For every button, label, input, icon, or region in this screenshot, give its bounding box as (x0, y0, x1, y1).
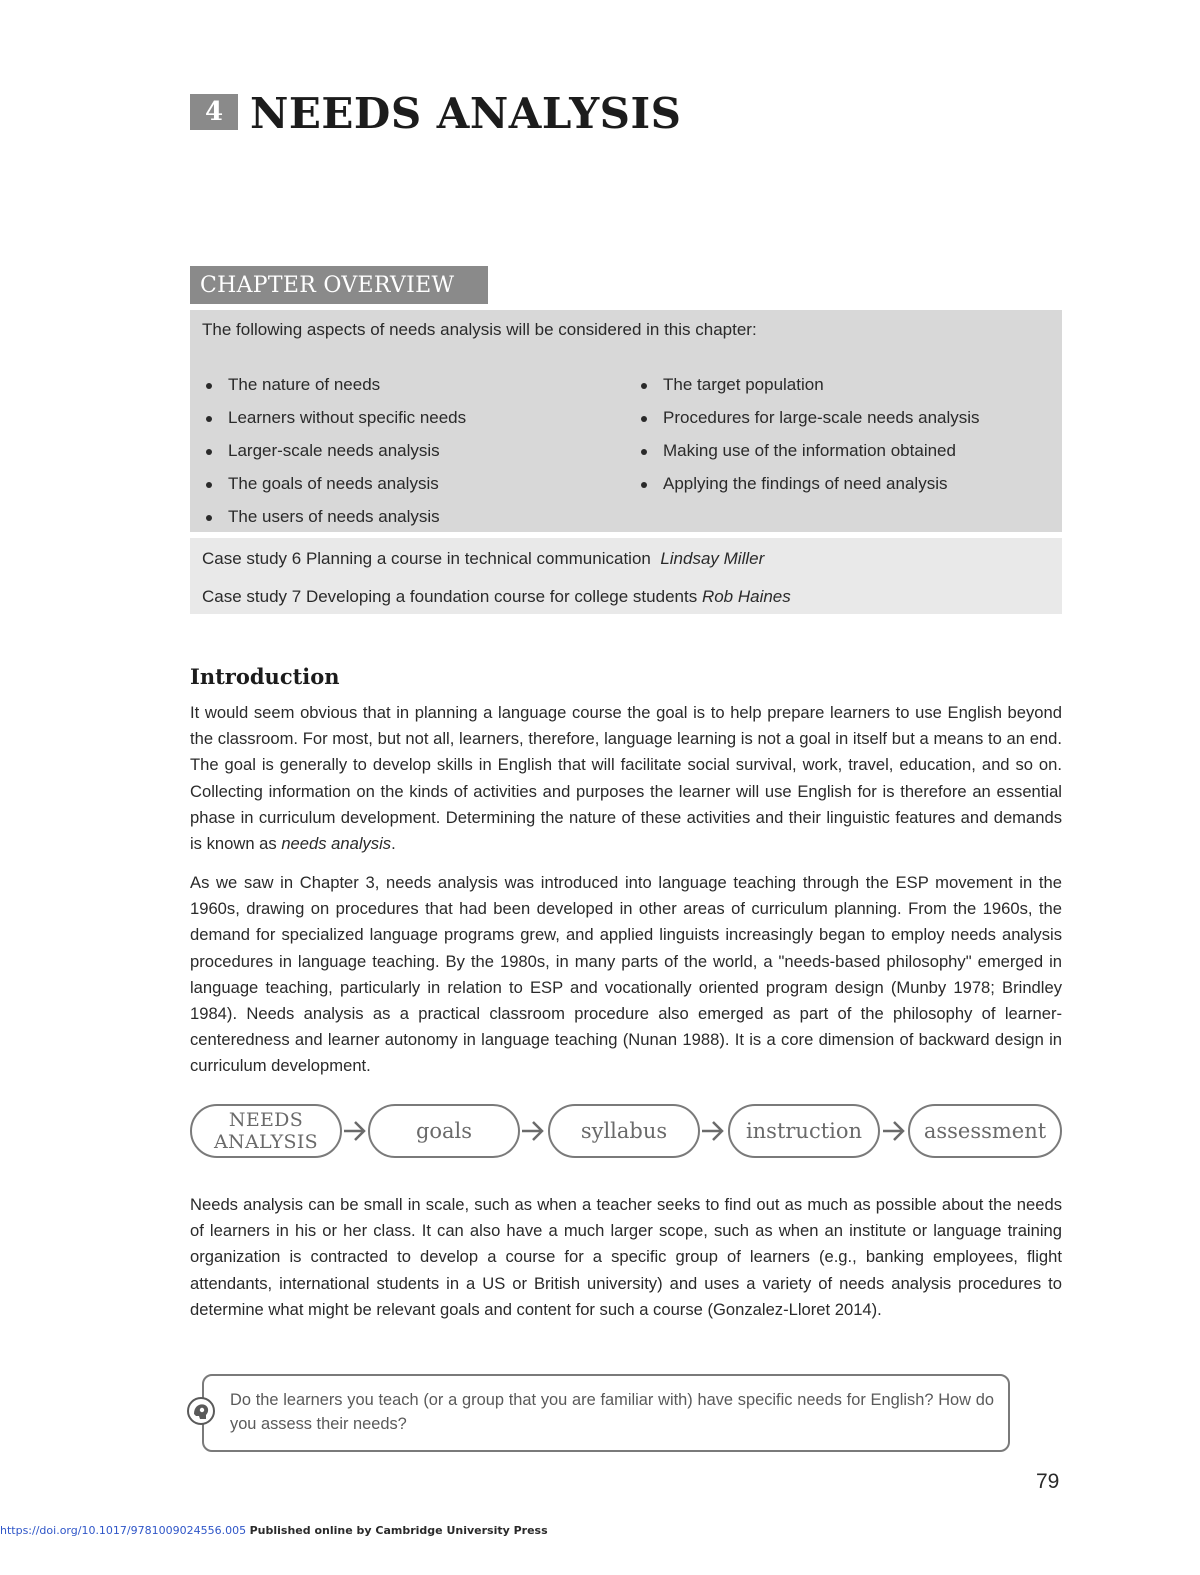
overview-item: Larger-scale needs analysis (202, 439, 466, 472)
flow-node-instruction: instruction (728, 1104, 880, 1158)
intro-paragraph-1 (190, 700, 1062, 857)
case-study-title: Case study 7 Developing a foundation course for college students (202, 587, 698, 606)
flow-node-label: NEEDS (228, 1109, 304, 1131)
introduction-heading: Introduction (190, 664, 340, 689)
overview-item: The users of needs analysis (202, 505, 466, 538)
reflection-question: Do the learners you teach (or a group that you are familiar with) have specific needs for English? How do you assess their needs? (230, 1391, 994, 1433)
flow-node-label: ANALYSIS (214, 1131, 318, 1153)
chapter-title: NEEDS ANALYSIS (250, 89, 682, 138)
term-needs-analysis: needs analysis (281, 834, 392, 854)
flow-node-needs-analysis (190, 1104, 342, 1158)
overview-list-right (637, 373, 980, 505)
arrow-right-icon (521, 1118, 545, 1144)
overview-item: Making use of the information obtained (637, 439, 980, 472)
case-study-6 (202, 549, 764, 569)
page-number: 79 (1036, 1470, 1060, 1493)
overview-intro: The following aspects of needs analysis will be considered in this chapter: (202, 320, 757, 339)
arrow-right-icon (701, 1118, 725, 1144)
arrow-right-icon (343, 1118, 367, 1144)
case-study-7 (202, 587, 791, 607)
flow-node-assessment: assessment (908, 1104, 1062, 1158)
flow-node-goals: goals (368, 1104, 520, 1158)
publisher-note: Published online by Cambridge University Press (249, 1524, 548, 1537)
intro-paragraph-3: Needs analysis can be small in scale, such as when a teacher seeks to find out as much as possible about the needs of learners in his or her class. It can also have a much larger scope, such as when an institute or language training organization is contracted to develop a course for a specific group of learners (e.g., banking employees, flight attendants, international students in a US or British university) and uses a variety of needs analysis procedures to determine what might be relevant goals and content for such a course (Gonzalez-Lloret 2014). (190, 1195, 1062, 1319)
arrow-right-icon (882, 1118, 906, 1144)
case-study-author: Lindsay Miller (660, 549, 765, 568)
overview-item: The target population (637, 373, 980, 406)
overview-item: Learners without specific needs (202, 406, 466, 439)
overview-list-left (202, 373, 466, 538)
paragraph-text: It would seem obvious that in planning a language course the goal is to help prepare learners to use English beyond the classroom. For most, but not all, learners, therefore, language learning is not a goal in itself but a means to an end. The goal is generally to develop skills in English that will facilitate social survival, work, travel, education, and so on. Collecting information on the kinds of activities and purposes the learner will use English for is therefore an essential phase in curriculum development. Determining the nature of these activities and their linguistic features and demands is known as (190, 703, 1062, 854)
overview-item: The goals of needs analysis (202, 472, 466, 505)
overview-item: Procedures for large-scale needs analysis (637, 406, 980, 439)
overview-item: Applying the findings of need analysis (637, 472, 980, 505)
case-study-title: Case study 6 Planning a course in technical communication (202, 549, 651, 568)
doi-link[interactable]: https://doi.org/10.1017/9781009024556.005 (0, 1524, 247, 1537)
case-study-author: Rob Haines (701, 587, 791, 606)
reflection-head-icon (186, 1396, 216, 1426)
intro-paragraph-2: As we saw in Chapter 3, needs analysis was introduced into language teaching through the ESP movement in the 1960s, drawing on procedures that had been developed in other areas of curriculum planning. From the 1960s, the demand for specialized language programs grew, and applied linguists increasingly began to employ needs analysis procedures in language teaching. By the 1980s, in many parts of the world, a "needs-based philosophy" emerged in language teaching, particularly in relation to ESP and vocationally oriented program design (Munby 1978; Brindley 1984). Needs analysis as a practical classroom procedure also emerged as part of the philosophy of learner-centeredness and learner autonomy in language teaching (Nunan 1988). It is a core dimension of backward design in curriculum development. (190, 873, 1062, 1076)
footer (0, 1524, 548, 1537)
flow-node-syllabus: syllabus (548, 1104, 700, 1158)
chapter-number: 4 (190, 94, 238, 130)
backward-design-flow (190, 1104, 1062, 1162)
chapter-overview-tab: CHAPTER OVERVIEW (190, 266, 488, 304)
overview-item: The nature of needs (202, 373, 466, 406)
paragraph-text: . (391, 834, 396, 854)
